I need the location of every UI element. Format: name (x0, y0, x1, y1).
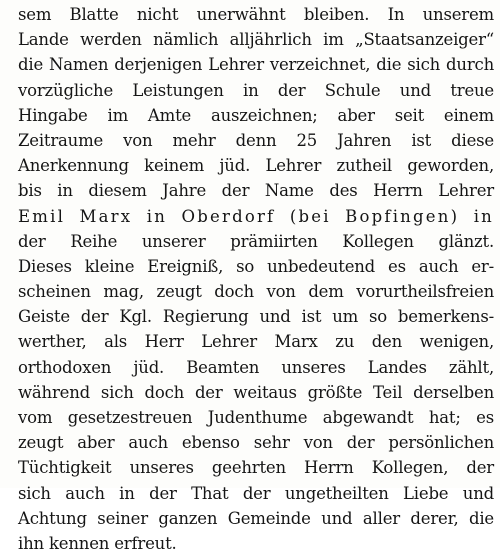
text-line: sem Blatte nicht unerwähnt bleiben. In unserem (18, 5, 494, 24)
text-line: der Reihe unserer prämiirten Kollegen glänzt. (18, 231, 494, 251)
text-line: sich auch in der That der ungetheilten Liebe und (18, 483, 494, 503)
text-line: Achtung seiner ganzen Gemeinde und aller derer, die (18, 508, 494, 528)
text-line: Lande werden nämlich alljährlich im „Staatsanzeiger“ (18, 30, 494, 50)
article-text (18, 2, 494, 556)
text-line: vorzügliche Leistungen in der Schule und treue (18, 80, 494, 100)
text-line: vom gesetzestreuen Judenthume abgewandt hat; es (18, 408, 494, 427)
text-line: Geiste der Kgl. Regierung und ist um so bemerkens- (18, 307, 494, 327)
text-line: werther, als Herr Lehrer Marx zu den wenigen, (18, 332, 494, 352)
text-line: zeugt aber auch ebenso sehr von der persönlichen (18, 433, 494, 453)
text-line: Dieses kleine Ereigniß, so unbedeutend es auch er- (18, 256, 494, 276)
text-line: orthodoxen jüd. Beamten unseres Landes zählt, (18, 357, 494, 377)
text-line: Anerkennung keinem jüd. Lehrer zutheil geworden, (18, 156, 494, 176)
text-line: während sich doch der weitaus größte Teil derselben (18, 382, 494, 402)
text-line: ihn kennen erfreut. (18, 533, 177, 553)
text-line: scheinen mag, zeugt doch von dem vorurtheilsfreien (18, 282, 494, 302)
text-line: die Namen derjenigen Lehrer verzeichnet, die sich durch (18, 55, 494, 75)
text-line: Tüchtigkeit unseres geehrten Herrn Kollegen, der (18, 458, 494, 478)
text-line: Emil Marx in Oberdorf (bei Bopfingen) in (18, 206, 494, 226)
text-line: Zeitraume von mehr denn 25 Jahren ist diese (18, 130, 494, 150)
text-line: bis in diesem Jahre der Name des Herrn Lehrer (18, 181, 494, 201)
text-line: Hingabe im Amte auszeichnen; aber seit einem (18, 105, 494, 125)
